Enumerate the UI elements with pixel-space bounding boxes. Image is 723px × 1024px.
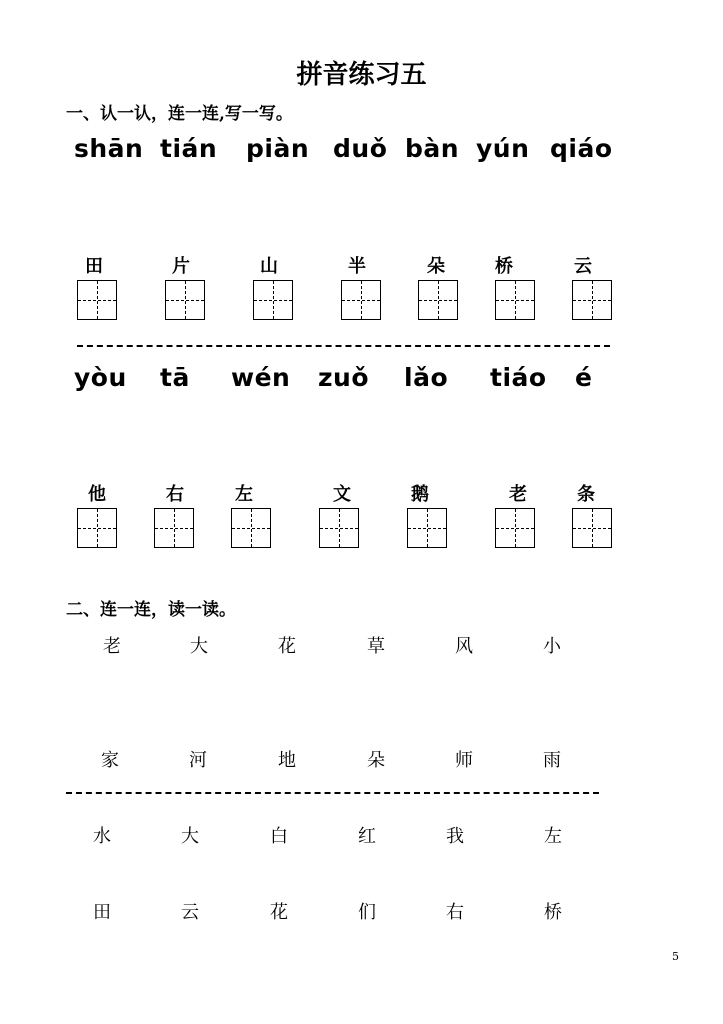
word-char: 大 — [190, 636, 208, 657]
char-shan: 山 — [260, 256, 278, 277]
writing-box[interactable] — [231, 508, 271, 548]
word-char: 白 — [270, 826, 288, 847]
worksheet-title: 拼音练习五 — [296, 60, 427, 90]
word-char: 风 — [455, 636, 473, 657]
word-char: 桥 — [544, 902, 562, 923]
writing-box[interactable] — [418, 280, 458, 320]
writing-box[interactable] — [341, 280, 381, 320]
word-char: 左 — [544, 826, 562, 847]
char-qiao: 桥 — [495, 256, 513, 277]
dashed-divider — [66, 792, 599, 794]
writing-box[interactable] — [154, 508, 194, 548]
word-char: 田 — [93, 902, 111, 923]
char-wen: 文 — [333, 484, 351, 505]
char-ta: 他 — [88, 484, 106, 505]
char-lao: 老 — [509, 484, 527, 505]
char-yun: 云 — [574, 256, 592, 277]
word-char: 水 — [93, 826, 111, 847]
pinyin-qiao: qiáo — [550, 134, 613, 163]
char-ban: 半 — [348, 256, 366, 277]
word-char: 们 — [358, 902, 376, 923]
word-char: 大 — [181, 826, 199, 847]
writing-box[interactable] — [165, 280, 205, 320]
writing-box[interactable] — [319, 508, 359, 548]
word-char: 红 — [358, 826, 376, 847]
section-1-heading: 一、认一认，连一连,写一写。 — [66, 104, 293, 124]
writing-box[interactable] — [253, 280, 293, 320]
word-char: 我 — [446, 826, 464, 847]
writing-box[interactable] — [77, 280, 117, 320]
page-number: 5 — [672, 950, 679, 963]
pinyin-zuo: zuǒ — [318, 363, 370, 392]
pinyin-yun: yún — [476, 134, 530, 163]
word-char: 雨 — [543, 750, 561, 771]
word-char: 右 — [446, 902, 464, 923]
char-tian: 田 — [85, 256, 103, 277]
word-char: 小 — [543, 636, 561, 657]
char-pian: 片 — [172, 256, 190, 277]
word-char: 朵 — [367, 750, 385, 771]
word-char: 草 — [367, 636, 385, 657]
writing-box[interactable] — [495, 508, 535, 548]
word-char: 老 — [103, 636, 121, 657]
word-char: 云 — [181, 902, 199, 923]
word-char: 师 — [455, 750, 473, 771]
pinyin-shan: shān — [74, 134, 144, 163]
word-char: 花 — [270, 902, 288, 923]
char-tiao: 条 — [577, 484, 595, 505]
writing-box[interactable] — [572, 508, 612, 548]
writing-box[interactable] — [572, 280, 612, 320]
char-duo: 朵 — [427, 256, 445, 277]
pinyin-ta: tā — [160, 363, 190, 392]
writing-box[interactable] — [495, 280, 535, 320]
word-char: 家 — [101, 750, 119, 771]
char-you: 右 — [166, 484, 184, 505]
pinyin-you: yòu — [74, 363, 127, 392]
char-e: 鹅 — [411, 484, 429, 505]
writing-box[interactable] — [407, 508, 447, 548]
word-char: 河 — [189, 750, 207, 771]
word-char: 花 — [278, 636, 296, 657]
word-char: 地 — [278, 750, 296, 771]
char-zuo: 左 — [235, 484, 253, 505]
pinyin-pian: piàn — [246, 134, 310, 163]
dashed-divider — [77, 345, 610, 347]
pinyin-wen: wén — [231, 363, 291, 392]
writing-box[interactable] — [77, 508, 117, 548]
pinyin-tian: tián — [160, 134, 218, 163]
pinyin-e: é — [575, 363, 593, 392]
pinyin-duo: duǒ — [333, 134, 388, 163]
pinyin-ban: bàn — [405, 134, 460, 163]
pinyin-lao: lǎo — [404, 363, 449, 392]
section-2-heading: 二、连一连，读一读。 — [66, 600, 236, 620]
pinyin-tiao: tiáo — [490, 363, 547, 392]
